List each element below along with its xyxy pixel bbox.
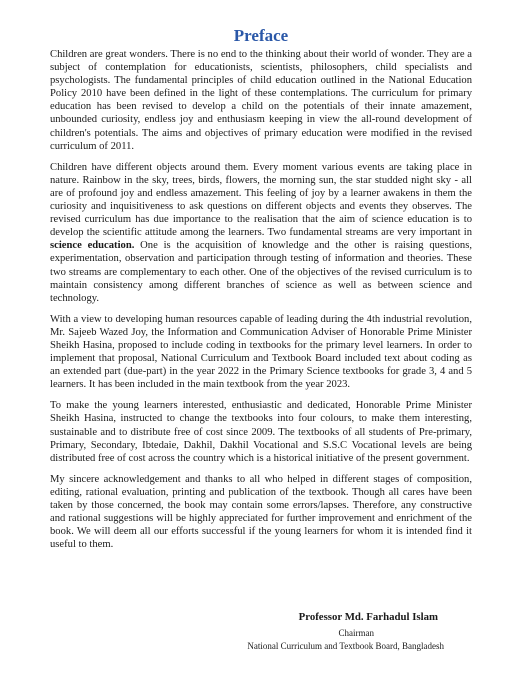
paragraph-2-text-b: One is the acquisition of knowledge and the other is raising questions, experimentation, observation and participation through testing of information and theories. These two streams are complementary to each other. One of the objectives of the revised curriculum is to maintain consistency among different branches of science as well as between science and technology. (50, 240, 472, 304)
paragraph-4: To make the young learners interested, enthusiastic and dedicated, Honorable Prime Minister Sheikh Hasina, instructed to change the textbooks into four colours, to make them interesting, sustainable and to distribute free of cost since 2009. The textbooks of all students of Pre-primary, Primary, Secondary, Ibtedaie, Dakhil, Dakhil Vocational and S.S.C Vocational levels are being distributed free of cost across the country which is a historical initiative of the present government. (50, 400, 472, 464)
paragraph-5: My sincere acknowledgement and thanks to all who helped in different stages of composition, editing, rational evaluation, printing and publication of the textbook. Though all cares have been taken by those concerned, the book may contain some errors/lapses. Therefore, any constructive and rational suggestions will be highly appreciated for further improvement and enrichment of the book. We will deem all our efforts successful if the young learners for whom it is intended find it useful to them. (50, 473, 472, 551)
paragraph-2-emphasis: science education. (50, 240, 135, 252)
signatory-organization: National Curriculum and Textbook Board, Bangladesh (247, 641, 444, 651)
signatory-name: Professor Md. Farhadul Islam (298, 611, 438, 623)
paragraph-1: Children are great wonders. There is no end to the thinking about their world of wonder. They are a subject of contemplation for educationists, scientists, philosophers, child specialists and psychologists. The fundamental principles of child education outlined in the National Education Policy 2010 have been defined in the light of these contemplations. The curriculum for primary education has been revised to develop a child on the potentials of their innate amazement, unbounded curiosity, endless joy and enthusiasm keeping in view the all-round development of children's potentials. The aims and objectives of primary education were modified in the revised curriculum of 2011. (50, 49, 472, 152)
paragraph-2 (50, 161, 472, 305)
preface-body (50, 48, 472, 551)
paragraph-2-text-a: Children have different objects around them. Every moment various events are taking place in nature. Rainbow in the sky, trees, birds, flowers, the morning sun, the star studded night sky - all are of profound joy and endless amazement. This feeling of joy by a learner awakens in them the curiosity and inquisitiveness to ask questions on different objects and events they observes. The revised curriculum has due importance to the realisation that the aim of science education is to develop the scientific attitude among the learners. Two fundamental streams are very important in (50, 161, 472, 239)
paragraph-3: With a view to developing human resources capable of leading during the 4th industrial revolution, Mr. Sajeeb Wazed Joy, the Information and Communication Adviser of Honorable Prime Minister Sheikh Hasina, proposed to include coding in textbooks for the primary level learners. In order to implement that proposal, National Curriculum and Textbook Board included text about coding as an extended part (due-part) in the year 2022 in the Primary Science textbooks for grade 3, 4 and 5 learners. It has been included in the main textbook from the year 2023. (50, 313, 472, 391)
signatory-role: Chairman (338, 628, 374, 638)
page-title: Preface (233, 26, 289, 45)
